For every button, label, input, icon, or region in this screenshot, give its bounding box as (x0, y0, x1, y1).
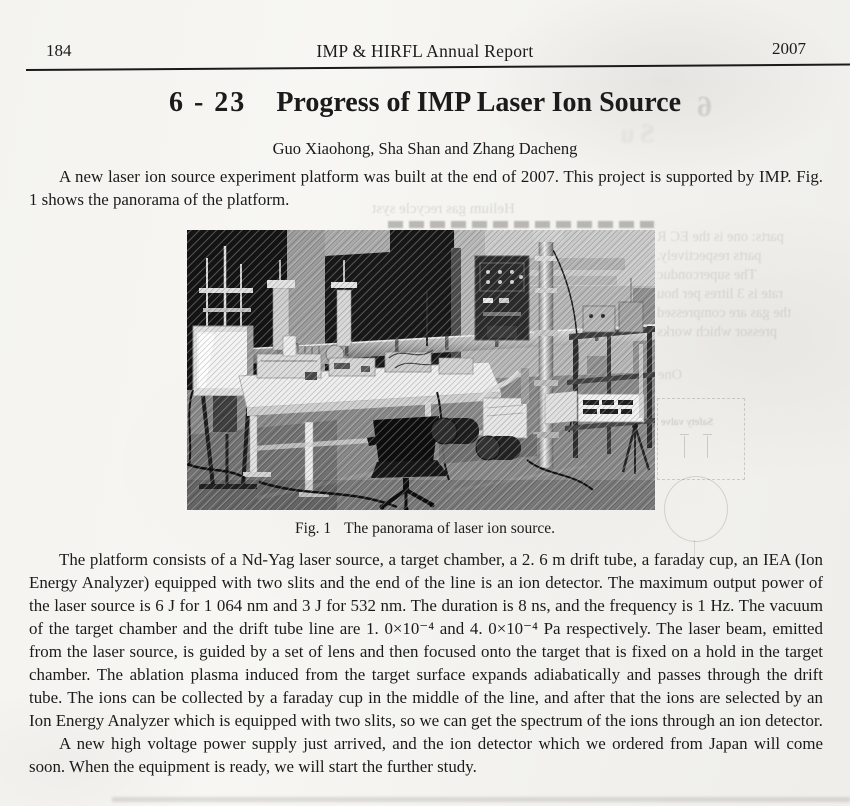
article-title-row (0, 87, 850, 119)
halftone-overlay (187, 230, 655, 510)
bleedthrough-text: pressor which works (657, 324, 778, 340)
lab-panorama-illustration (187, 230, 655, 510)
bleedthrough-diagram-line (694, 540, 695, 566)
bleedthrough-text: parts: one is the EC R (657, 229, 784, 245)
authors-line: Guo Xiaohong, Sha Shan and Zhang Dacheng (272, 139, 578, 158)
section-number: 6 - 23 (168, 87, 247, 118)
journal-year: 2007 (772, 39, 806, 58)
body-text-block (29, 548, 823, 778)
bleedthrough-diagram-stem-cap (703, 434, 712, 435)
bleedthrough-diagram-stem-cap (680, 434, 689, 435)
bleedthrough-streak (388, 221, 654, 228)
bleedthrough-diagram-box (657, 398, 745, 480)
body-paragraph-2: A new high voltage power supply just arrived, and the ion detector which we ordered from Japan will come soon. When the equipment is ready, we will start the further study. (29, 734, 823, 776)
bleedthrough-bottom-line (112, 797, 850, 802)
journal-title: IMP & HIRFL Annual Report (316, 41, 534, 61)
header-rule (26, 64, 850, 71)
bleedthrough-diagram-label: Safety valve (661, 417, 714, 428)
bleedthrough-text: rate is 3 litres per hou (657, 286, 784, 302)
bleedthrough-diagram-stem (684, 436, 685, 458)
bleedthrough-text: parts respectively. (657, 248, 762, 264)
bleedthrough-ghost-word: Su (615, 119, 655, 148)
bleedthrough-text: Helium gas recycle syst (372, 201, 515, 217)
page-number: 184 (46, 41, 72, 60)
bleedthrough-text: One (658, 367, 683, 383)
figure-1-photo (187, 230, 655, 510)
bleedthrough-text: The superconduc (657, 267, 757, 283)
figure-caption-text: The panorama of laser ion source. (344, 520, 556, 537)
bleedthrough-text: the gas are compressed (657, 305, 792, 321)
bleedthrough-diagram-stem (707, 436, 708, 458)
intro-paragraph: A new laser ion source experiment platform was built at the end of 2007. This project is supported by IMP. Fig. 1 shows the panorama of the platform. (29, 167, 823, 209)
figure-caption-label: Fig. 1 (294, 520, 332, 537)
article-title: Progress of IMP Laser Ion Source (276, 87, 681, 118)
body-paragraph-1: The platform consists of a Nd-Yag laser source, a target chamber, a 2. 6 m drift tube, a faraday cup, an IEA (Ion Energy Analyzer) equipped with two slits and the end of the line is an ion detector. The maximum output power of the laser source is 6 J for 1 064 nm and 3 J for 532 nm. The duration is 8 ns, and the frequency is 1 Hz. The vacuum of the target chamber and the drift tube line are 1. 0×10⁻⁴ and 4. 0×10⁻⁴ Pa respectively. The laser beam, emitted from the laser source, is guided by a set of lens and then focused onto the target that is fixed on a hold in the target chamber. The ablation plasma induced from the target surface expands adiabatically and passes through the drift tube. The ions can be collected by a faraday cup in the middle of the line, and after that the ions are selected by an Ion Energy Analyzer which is equipped with two slits, so we can get the spectrum of the ions through an ion detector. (29, 550, 823, 730)
bleedthrough-diagram-circle (664, 476, 728, 542)
bleedthrough-numeral: 6 (697, 90, 712, 123)
